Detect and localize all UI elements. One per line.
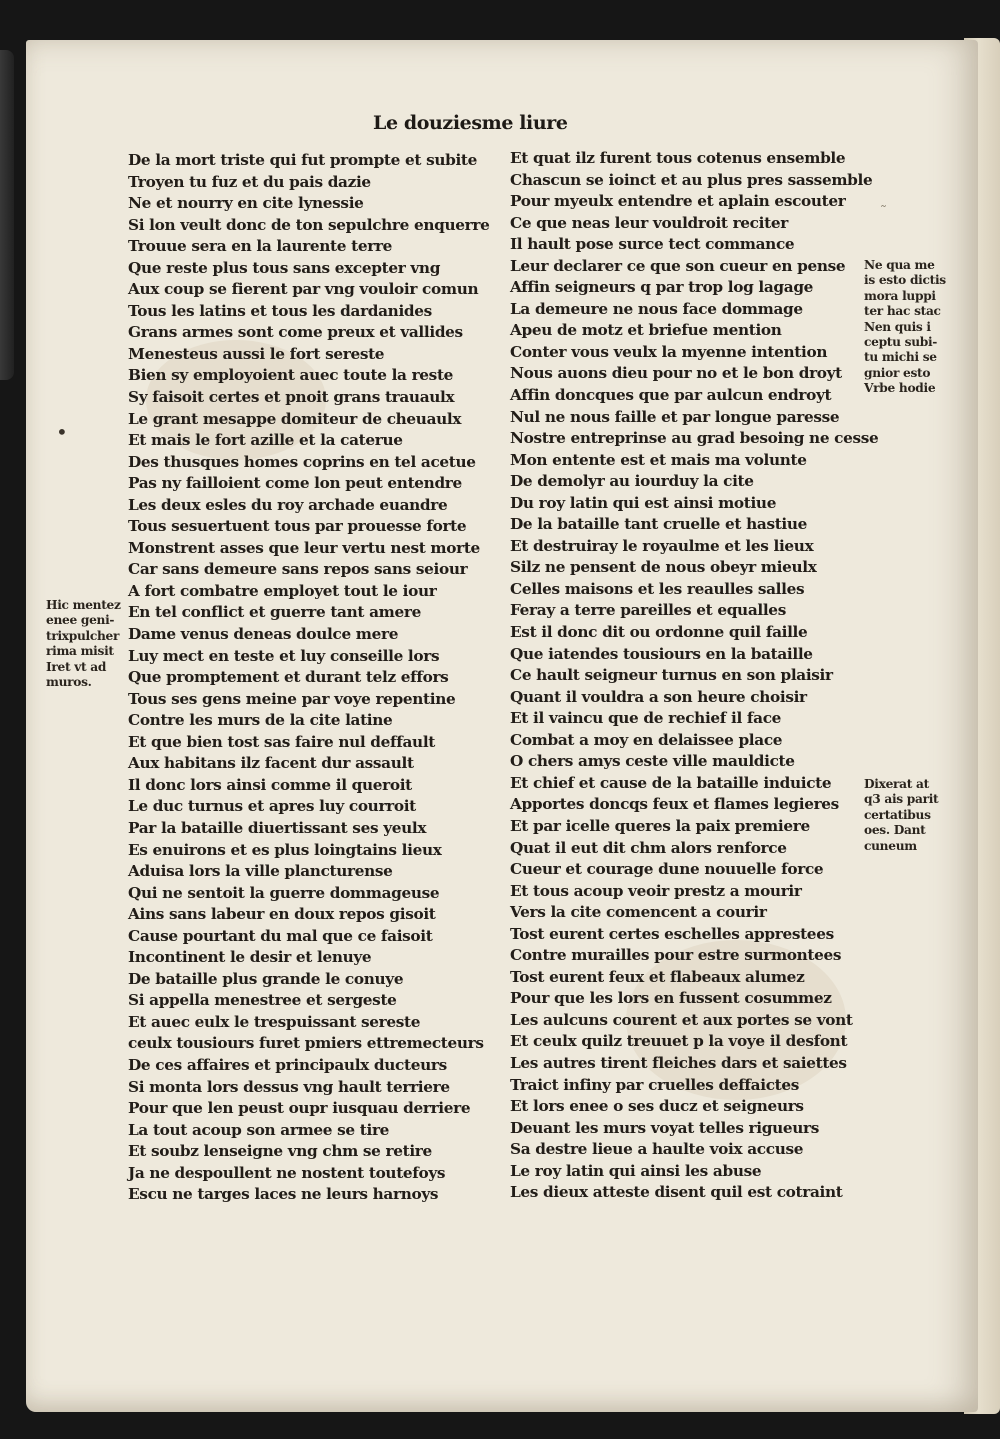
verse-line: Incontinent le desir et lenuye xyxy=(128,948,372,967)
verse-line: Est il donc dit ou ordonne quil faille xyxy=(510,623,808,642)
verse-line: Quat il eut dit chm alors renforce xyxy=(510,838,787,857)
verse-line: Et par icelle queres la paix premiere xyxy=(510,816,810,835)
verse-line: Et soubz lenseigne vng chm se retire xyxy=(128,1142,432,1161)
verse-line: Il hault pose surce tect commance xyxy=(510,235,795,254)
verse-line: Tost eurent certes eschelles apprestees xyxy=(510,924,834,943)
verse-line: Mon entente est et mais ma volunte xyxy=(510,450,807,469)
gloss-line: Vrbe hodie xyxy=(864,381,936,396)
verse-line: Les aulcuns courent et aux portes se vont xyxy=(510,1010,853,1029)
gloss-line: ter hac stac xyxy=(864,304,941,319)
verse-line: Des thusques homes coprins en tel acetue xyxy=(128,452,476,471)
verse-line: Aduisa lors la ville plancturense xyxy=(128,862,393,881)
gloss-line: oes. Dant xyxy=(864,823,926,838)
verse-line: Pour que len peust oupr iusquau derriere xyxy=(128,1099,471,1118)
verse-line: De ces affaires et principaulx ducteurs xyxy=(128,1055,447,1074)
verse-line: Feray a terre pareilles et equalles xyxy=(510,601,786,620)
verse-line: Il donc lors ainsi comme il queroit xyxy=(128,775,412,794)
verse-line: Escu ne targes laces ne leurs harnoys xyxy=(128,1185,439,1204)
verse-line: Chascun se ioinct et au plus pres sassemble xyxy=(510,170,873,189)
pencil-mark: ˜ xyxy=(880,204,887,220)
right-margin-gloss-bottom xyxy=(864,777,938,854)
gloss-line: is esto dictis xyxy=(864,273,946,288)
verse-line: Et quat ilz furent tous cotenus ensemble xyxy=(510,149,846,167)
verse-line: Affin doncques que par aulcun endroyt xyxy=(510,386,832,405)
verse-line: Ne et nourry en cite lynessie xyxy=(128,194,364,213)
verse-line: Pour que les lors en fussent cosummez xyxy=(510,989,832,1008)
verse-line: Si monta lors dessus vng hault terriere xyxy=(128,1077,450,1096)
verse-line: Traict infiny par cruelles deffaictes xyxy=(510,1075,800,1094)
verse-line: ceulx tousiours furet pmiers ettremecteurs xyxy=(128,1034,484,1053)
gloss-line: gnior esto xyxy=(864,365,931,380)
verse-line: Tost eurent feux et flabeaux alumez xyxy=(510,967,805,986)
gloss-line: mora luppi xyxy=(864,288,936,303)
verse-line: Combat a moy en delaissee place xyxy=(510,730,783,749)
verse-line: Cueur et courage dune nouuelle force xyxy=(510,860,824,879)
gloss-line: enee geni- xyxy=(46,613,115,628)
verse-line: Et destruiray le royaulme et les lieux xyxy=(510,536,814,555)
verse-line: Que reste plus tous sans excepter vng xyxy=(128,258,441,277)
verse-line: Ja ne despoullent ne nostent toutefoys xyxy=(128,1163,446,1182)
verse-line: Et il vaincu que de rechief il face xyxy=(510,709,782,728)
verse-line: Et ceulx quilz treuuet p la voye il desfont xyxy=(510,1032,848,1051)
verse-line: Les deux esles du roy archade euandre xyxy=(128,495,448,514)
verse-line: De la bataille tant cruelle et hastiue xyxy=(510,515,808,534)
verse-line: Apeu de motz et briefue mention xyxy=(510,321,782,340)
verse-line: A fort combatre employet tout le iour xyxy=(128,581,437,600)
verse-line: Grans armes sont come preux et vallides xyxy=(128,323,463,342)
verse-line: Celles maisons et les reaulles salles xyxy=(510,579,805,598)
gloss-line: ceptu subi- xyxy=(864,334,938,349)
verse-line: Sy faisoit certes et pnoit grans trauaulx xyxy=(128,388,455,407)
gloss-line: Hic mentez xyxy=(46,598,121,612)
verse-line: Tous les latins et tous les dardanides xyxy=(128,301,432,320)
verse-line: Sa destre lieue a haulte voix accuse xyxy=(510,1140,804,1159)
verse-line: Monstrent asses que leur vertu nest morte xyxy=(128,538,480,557)
verse-line: La demeure ne nous face dommage xyxy=(510,299,803,318)
verse-line: Pour myeulx entendre et aplain escouter xyxy=(510,192,846,211)
verse-line: Cause pourtant du mal que ce faisoit xyxy=(128,926,433,945)
verse-line: Trouue sera en la laurente terre xyxy=(128,237,393,256)
verse-line: Et que bien tost sas faire nul deffault xyxy=(128,732,435,751)
verse-line: Quant il vouldra a son heure choisir xyxy=(510,687,807,706)
verse-line: De bataille plus grande le conuye xyxy=(128,969,404,988)
gloss-line: rima misit xyxy=(46,644,114,659)
verse-line: Vers la cite comencent a courir xyxy=(510,903,767,922)
verse-line: Qui ne sentoit la guerre dommageuse xyxy=(128,883,440,902)
verse-line: Affin seigneurs q par trop log lagage xyxy=(510,278,814,297)
verse-line: Par la bataille diuertissant ses yeulx xyxy=(128,818,427,837)
verse-line: Et chief et cause de la bataille induicte xyxy=(510,773,832,792)
left-margin-gloss xyxy=(46,598,121,690)
verse-line: Les dieux atteste disent quil est cotraint xyxy=(510,1183,843,1202)
verse-line: Si appella menestree et sergeste xyxy=(128,991,397,1010)
verse-line: Luy mect en teste et luy conseille lors xyxy=(128,646,440,665)
verse-line: Nul ne nous faille et par longue paresse xyxy=(510,407,840,426)
verse-line: Pas ny failloient come lon peut entendre xyxy=(128,474,462,493)
verse-line: Ains sans labeur en doux repos gisoit xyxy=(128,905,436,924)
verse-line: Ce hault seigneur turnus en son plaisir xyxy=(510,666,833,685)
verse-line: O chers amys ceste ville mauldicte xyxy=(510,752,795,771)
verse-line: Bien sy employoient auec toute la reste xyxy=(128,366,454,385)
verse-line: Du roy latin qui est ainsi motiue xyxy=(510,493,777,512)
verse-line: Et lors enee o ses ducz et seigneurs xyxy=(510,1097,804,1116)
verse-line: Car sans demeure sans repos sans seiour xyxy=(128,560,468,579)
verse-line: De demolyr au iourduy la cite xyxy=(510,472,754,491)
verse-line: Apportes doncqs feux et flames legieres xyxy=(510,795,839,814)
verse-line: Menesteus aussi le fort sereste xyxy=(128,344,385,363)
right-margin-gloss-top xyxy=(864,258,946,397)
verse-line: Deuant les murs voyat telles rigueurs xyxy=(510,1118,819,1137)
verse-line: Contre les murs de la cite latine xyxy=(128,711,393,730)
verse-line: Nous auons dieu pour no et le bon droyt xyxy=(510,364,842,383)
left-text-column xyxy=(128,150,489,1206)
verse-line: Conter vous veulx la myenne intention xyxy=(510,342,828,361)
verse-line: Et mais le fort azille et la caterue xyxy=(128,431,403,450)
verse-line: Contre murailles pour estre surmontees xyxy=(510,946,842,965)
verse-line: Tous ses gens meine par voye repentine xyxy=(128,689,456,708)
gloss-line: Iret vt ad xyxy=(46,659,107,674)
verse-line: Le duc turnus et apres luy courroit xyxy=(128,797,416,816)
right-text-column xyxy=(510,148,878,1204)
verse-line: Si lon veult donc de ton sepulchre enquerre xyxy=(128,215,490,234)
verse-line: Silz ne pensent de nous obeyr mieulx xyxy=(510,558,817,577)
verse-line: Nostre entreprinse au grad besoing ne cesse xyxy=(510,429,879,448)
verse-line: La tout acoup son armee se tire xyxy=(128,1120,390,1139)
verse-line: Tous sesuertuent tous par prouesse forte xyxy=(128,517,467,536)
ink-dot-mark: • xyxy=(56,420,68,444)
gloss-line: tu michi se xyxy=(864,350,937,365)
gloss-line: Nen quis i xyxy=(864,319,931,334)
verse-line: En tel conflict et guerre tant amere xyxy=(128,603,421,622)
verse-line: Les autres tirent fleiches dars et saiettes xyxy=(510,1053,847,1072)
gloss-line: Ne qua me xyxy=(864,258,935,272)
verse-line: Ce que neas leur vouldroit reciter xyxy=(510,213,788,232)
page-clip-shadow xyxy=(0,50,14,380)
verse-line: Leur declarer ce que son cueur en pense xyxy=(510,256,846,275)
verse-line: Le roy latin qui ainsi les abuse xyxy=(510,1161,762,1180)
verse-line: Es enuirons et es plus loingtains lieux xyxy=(128,840,442,859)
verse-line: Que iatendes tousiours en la bataille xyxy=(510,644,813,663)
gloss-line: certatibus xyxy=(864,807,931,822)
gloss-line: trixpulcher xyxy=(46,628,120,643)
gloss-line: q3 ais parit xyxy=(864,792,939,807)
verse-line: Dame venus deneas doulce mere xyxy=(128,625,399,644)
gloss-line: muros. xyxy=(46,674,92,689)
verse-line: Aux coup se fierent par vng vouloir comun xyxy=(128,280,479,299)
gloss-line: Dixerat at xyxy=(864,777,929,791)
verse-line: Le grant mesappe domiteur de cheuaulx xyxy=(128,409,462,428)
verse-line: Aux habitans ilz facent dur assault xyxy=(128,754,414,773)
verse-line: Et auec eulx le trespuissant sereste xyxy=(128,1012,421,1031)
running-head: Le douziesme liure xyxy=(373,112,568,134)
verse-line: Et tous acoup veoir prestz a mourir xyxy=(510,881,802,900)
verse-line: Troyen tu fuz et du pais dazie xyxy=(128,172,371,191)
gloss-line: cuneum xyxy=(864,838,917,853)
verse-line: De la mort triste qui fut prompte et subite xyxy=(128,151,478,169)
verse-line: Que promptement et durant telz effors xyxy=(128,668,449,687)
